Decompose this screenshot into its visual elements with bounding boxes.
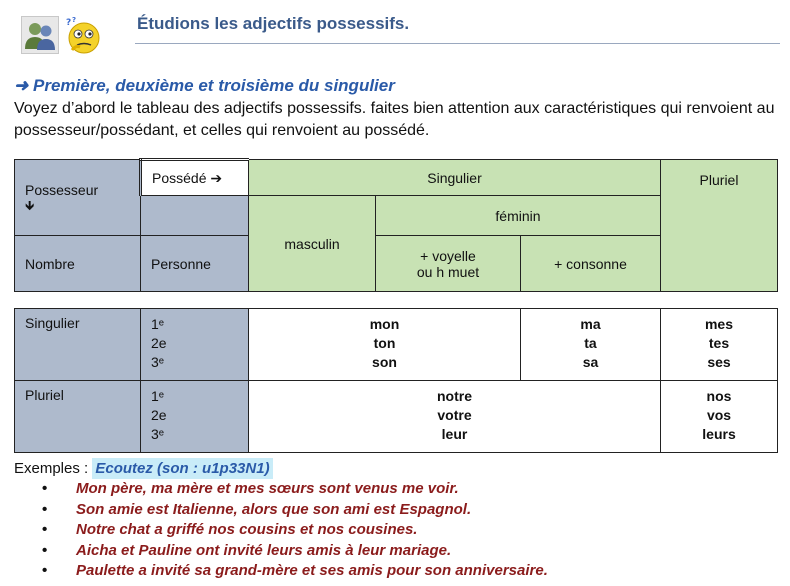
voyelle-line-1: + voyelle: [420, 247, 476, 264]
examples-header: [14, 458, 784, 479]
form-ses: ses: [707, 354, 731, 370]
form-leur: leur: [441, 426, 468, 442]
pluriel-header: Pluriel: [661, 160, 778, 292]
example-text: Son amie est Italienne, alors que son ami est Espagnol.: [76, 500, 472, 518]
example-text: Mon père, ma mère et mes sœurs sont venus me voir.: [76, 480, 459, 497]
possede-header-cell: Possédé ➔: [141, 160, 249, 196]
form-ta: ta: [584, 335, 597, 351]
examples-label: Exemples :: [14, 460, 93, 477]
bullet-icon: •: [42, 500, 48, 518]
form-tes: tes: [708, 335, 730, 351]
page-header: [18, 4, 780, 52]
list-item: [14, 479, 784, 500]
thinking-smiley-icon: [64, 16, 100, 52]
form-vos: vos: [706, 407, 732, 423]
voyelle-header: [376, 236, 521, 292]
list-item: [14, 561, 784, 582]
form-mon: mon: [369, 316, 400, 332]
empty-header-cell: [141, 196, 249, 236]
bullet-icon: •: [42, 480, 48, 497]
form-mes: mes: [704, 316, 734, 332]
person-2: 2e: [151, 407, 167, 423]
singulier-possede-forms-cell: [249, 381, 661, 453]
examples-section: [14, 458, 784, 582]
listen-audio-link[interactable]: Ecoutez (son : u1p33N1): [92, 458, 272, 479]
form-leurs: leurs: [702, 426, 736, 442]
consonne-header: + consonne: [521, 236, 661, 292]
person-3: 3ᵉ: [151, 354, 164, 370]
form-votre: votre: [437, 407, 472, 423]
possessive-adjectives-table: [14, 158, 778, 453]
person-1: 1ᵉ: [151, 316, 164, 332]
list-item: [14, 500, 784, 521]
person-2: 2e: [151, 335, 167, 351]
masculin-forms-cell: [249, 309, 521, 381]
person-3: 3ᵉ: [151, 426, 164, 442]
form-notre: notre: [437, 388, 472, 404]
form-son: son: [372, 354, 397, 370]
singulier-header: Singulier: [249, 160, 661, 196]
nombre-header: Nombre: [15, 236, 141, 292]
possesseur-label: Possesseur: [25, 182, 99, 198]
arrow-right-icon: ➜: [14, 76, 29, 95]
bullet-icon: •: [42, 562, 48, 579]
form-sa: sa: [582, 354, 599, 370]
list-item: [14, 541, 784, 562]
example-text: Aicha et Pauline ont invité leurs amis à leur mariage.: [76, 541, 452, 559]
voyelle-line-2: ou h muet: [416, 263, 480, 280]
intro-paragraph: Voyez d’abord le tableau des adjectifs possessifs. faites bien attention aux caractéristiques qui renvoient au possesseur/possédant, et celles qui renvoient au possédé.: [14, 100, 775, 139]
possesseur-header-cell: [15, 160, 141, 236]
feminin-forms-cell: [521, 309, 661, 381]
table-row: [15, 381, 778, 453]
form-ton: ton: [373, 335, 396, 351]
arrow-down-icon: 🡻: [25, 198, 35, 213]
masculin-header: masculin: [249, 196, 376, 292]
section-heading-text: Première, deuxième et troisième du singulier: [32, 76, 395, 95]
persons-cell: [141, 381, 249, 453]
bullet-icon: •: [42, 521, 48, 538]
pluriel-possede-forms-cell: [661, 381, 778, 453]
form-ma: ma: [580, 316, 601, 332]
personne-header: Personne: [141, 236, 249, 292]
form-nos: nos: [706, 388, 732, 404]
nombre-singulier: Singulier: [15, 309, 141, 381]
list-item: [14, 520, 784, 541]
people-icon: [21, 16, 59, 54]
svg-text:?: ?: [66, 18, 72, 28]
page-title: Étudions les adjectifs possessifs.: [137, 14, 410, 33]
examples-list: [14, 479, 784, 582]
bullet-icon: •: [42, 541, 48, 559]
header-rule: [135, 43, 780, 44]
example-text: Paulette a invité sa grand-mère et ses amis pour son anniversaire.: [76, 562, 548, 579]
nombre-pluriel: Pluriel: [15, 381, 141, 453]
persons-cell: [141, 309, 249, 381]
person-1: 1ᵉ: [151, 388, 164, 404]
table-row: [15, 309, 778, 381]
section-heading: [14, 76, 395, 96]
example-text: Notre chat a griffé nos cousins et nos cousines.: [76, 521, 418, 538]
feminin-header: féminin: [376, 196, 661, 236]
pluriel-forms-cell: [661, 309, 778, 381]
svg-text:?: ?: [72, 16, 77, 24]
